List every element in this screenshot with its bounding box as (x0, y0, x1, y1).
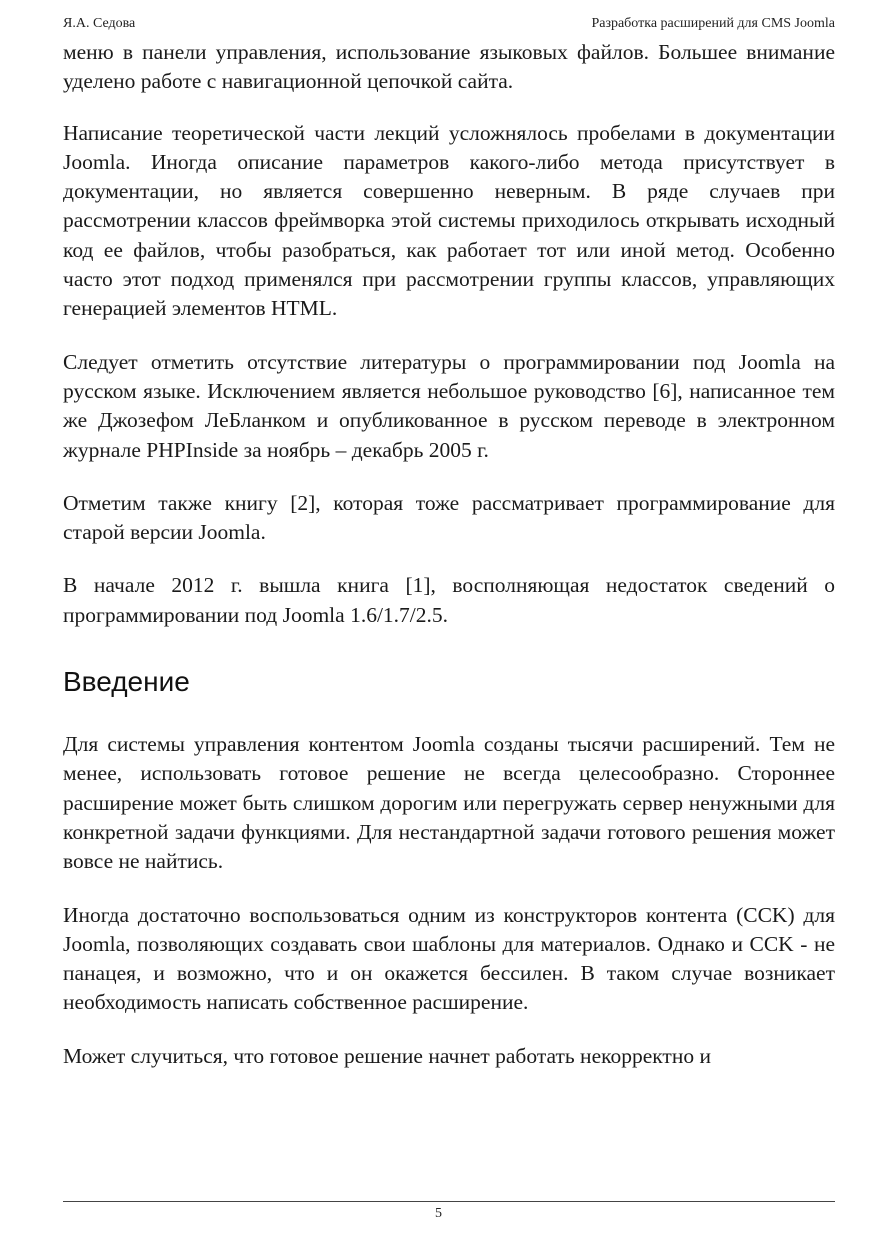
paragraph: Для системы управления контентом Joomla созданы тысячи расширений. Тем не менее, использовать готовое решение не всегда целесообразно. Стороннее расширение может быть слишком дорогим или перегружать сервер ненужными для конкретной задачи функциями. Для нестандартной задачи готового решения может вовсе не найтись. (63, 732, 835, 874)
paragraph: Иногда достаточно воспользоваться одним из конструкторов контента (CCK) для Joomla, позволяющих создавать свои шаблоны для материалов. Однако и CCK - не панацея, и возможно, что и он окажется бессилен. В таком случае возникает необходимость написать собственное расширение. (63, 902, 835, 1015)
paragraph: Написание теоретической части лекций усложнялось пробелами в документации Joomla. Иногда описание параметров какого-либо метода присутствует в документации, но является совершенно неверным. В ряде случаев при рассмотрении классов фреймворка этой системы приходилось открывать исходный код ее файлов, чтобы разобраться, как работает тот или иной метод. Особенно часто этот подход применялся при рассмотрении группы классов, управляющих генерацией элементов HTML. (63, 120, 835, 321)
header-author: Я.А. Седова (63, 16, 136, 31)
paragraph: Отметим также книгу [2], которая тоже рассматривает программирование для старой версии Joomla. (63, 490, 835, 545)
paragraph: В начале 2012 г. вышла книга [1], восполняющая недостаток сведений о программировании под Joomla 1.6/1.7/2.5. (63, 573, 835, 627)
header-document-title: Разработка расширений для CMS Joomla (591, 16, 835, 31)
footer-divider (63, 1201, 835, 1202)
page-header (63, 16, 835, 32)
paragraph: Может случиться, что готовое решение начнет работать некорректно и (63, 1043, 711, 1068)
page-number: 5 (435, 1206, 442, 1221)
paragraph: меню в панели управления, использование языковых файлов. Большее внимание уделено работе с навигационной цепочкой сайта. (63, 40, 835, 94)
paragraph: Следует отметить отсутствие литературы о программировании под Joomla на русском языке. Исключением является небольшое руководство [6], написанное тем же Джозефом ЛеБланком и опубликованное в русском переводе в электронном журнале PHPInside за ноябрь – декабрь 2005 г. (63, 349, 835, 462)
page-body (63, 38, 835, 1095)
section-heading: Введение (63, 666, 190, 698)
